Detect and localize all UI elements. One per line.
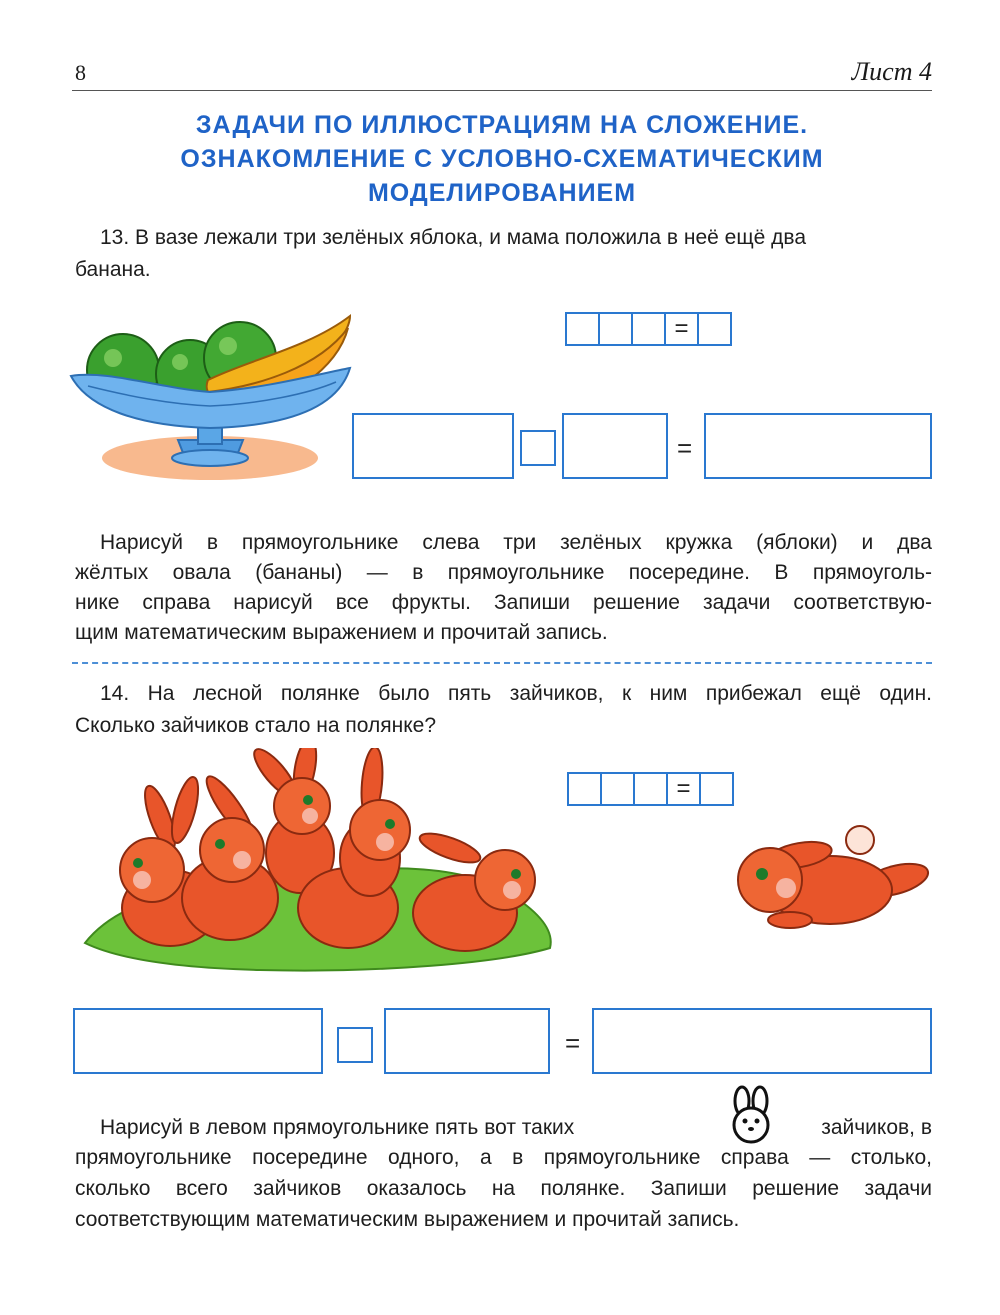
task14-grid-cell-result[interactable] <box>699 772 734 806</box>
task14-statement-line1: 14. На лесной полянке было пять зайчиков, к ним прибежал ещё один. <box>100 682 932 705</box>
task14-instruction-line1a: Нарисуй в левом прямоугольнике пять вот таких <box>100 1116 575 1139</box>
task14-grid-cell-2[interactable] <box>600 772 635 806</box>
page-title <box>72 108 932 210</box>
header-divider <box>72 90 932 91</box>
bunny-face-icon <box>722 1085 780 1145</box>
fruit-bowl-illustration <box>68 308 358 488</box>
task14-instruction-line2: прямоугольнике посередине одного, а в прямоугольнике справа — столько, <box>75 1146 932 1169</box>
task13-instruction-line2: жёлтых овала (бананы) — в прямоугольнике посередине. В прямоуголь- <box>75 561 932 584</box>
task13-right-rectangle[interactable] <box>704 413 932 479</box>
task14-operator-square[interactable] <box>337 1027 373 1063</box>
task13-grid-cell-3[interactable] <box>631 312 666 346</box>
page-number: 8 <box>75 60 86 85</box>
task13-equation-grid <box>565 312 732 346</box>
task13-statement-line1: 13. В вазе лежали три зелёных яблока, и мама положила в неё ещё два <box>100 226 807 249</box>
title-line-1: ЗАДАЧИ ПО ИЛЛЮСТРАЦИЯМ НА СЛОЖЕНИЕ. <box>195 111 809 139</box>
task14-instruction-line3: сколько всего зайчиков оказалось на полянке. Запиши решение задачи <box>75 1177 932 1200</box>
task14-grid-cell-1[interactable] <box>567 772 602 806</box>
task14-grid-cell-3[interactable] <box>633 772 668 806</box>
task13-instruction-line3: нике справа нарисуй все фрукты. Запиши решение задачи соответствую- <box>75 591 932 614</box>
task13-middle-rectangle[interactable] <box>562 413 668 479</box>
task14-right-rectangle[interactable] <box>592 1008 932 1074</box>
task13-operator-square[interactable] <box>520 430 556 466</box>
task14-middle-rectangle[interactable] <box>384 1008 550 1074</box>
task13-instruction-line1: Нарисуй в прямоугольнике слева три зелёных кружка (яблоки) и два <box>100 531 932 554</box>
task13-equals-sign: = <box>677 433 693 463</box>
task13-statement-line2: банана. <box>75 258 151 281</box>
sheet-label: Лист 4 <box>851 57 932 86</box>
section-divider <box>72 662 932 664</box>
task14-left-rectangle[interactable] <box>73 1008 323 1074</box>
task14-equals-sign: = <box>565 1028 581 1058</box>
task13-grid-cell-result[interactable] <box>697 312 732 346</box>
running-bunny-illustration <box>730 820 935 945</box>
bunnies-group-illustration <box>80 748 560 988</box>
task14-instruction-line1b: зайчиков, в <box>821 1116 932 1139</box>
task13-grid-equals: = <box>664 312 699 346</box>
task14-instruction-line4: соответствующим математическим выражением и прочитай запись. <box>75 1208 740 1231</box>
task14-grid-equals: = <box>666 772 701 806</box>
task13-grid-cell-2[interactable] <box>598 312 633 346</box>
title-line-2: ОЗНАКОМЛЕНИЕ С УСЛОВНО-СХЕМАТИЧЕСКИМ <box>180 145 824 173</box>
task14-equation-grid <box>567 772 734 806</box>
task13-instruction-line4: щим математическим выражением и прочитай запись. <box>75 621 608 644</box>
title-line-3: МОДЕЛИРОВАНИЕМ <box>367 179 637 207</box>
task13-grid-cell-1[interactable] <box>565 312 600 346</box>
task14-statement-line2: Сколько зайчиков стало на полянке? <box>75 714 437 737</box>
task13-left-rectangle[interactable] <box>352 413 514 479</box>
